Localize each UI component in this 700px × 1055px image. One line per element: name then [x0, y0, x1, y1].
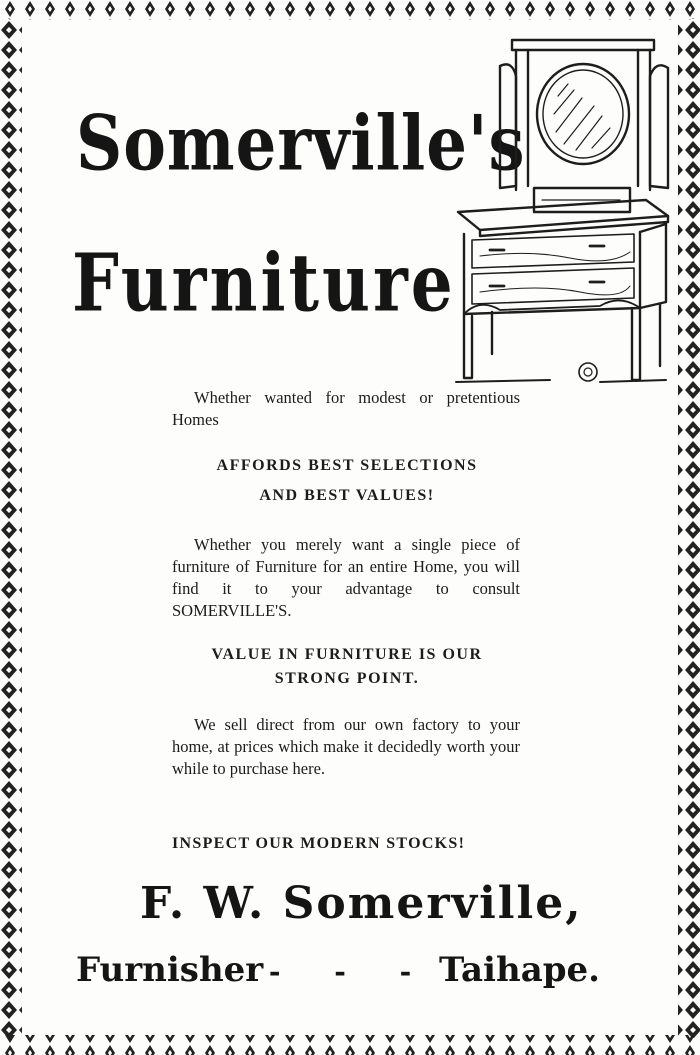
dressing-table-icon — [450, 36, 672, 392]
intro-paragraph: Whether wanted for modest or pretentious Homes — [172, 388, 520, 429]
caps-2-line-1: VALUE IN FURNITURE IS OUR — [211, 646, 483, 663]
caps-2-line-2: STRONG POINT. — [274, 670, 420, 687]
single-piece-paragraph: Whether you merely want a single piece of furniture of Furniture for an entire Home, you will find it to your advantage to consult SOMERVILLE'S. — [172, 535, 520, 620]
headline-somervilles: Somerville's — [76, 100, 526, 189]
factory-direct-paragraph: We sell direct from our own factory to your home, at prices which make it decidedly worth your while to purchase here. — [172, 715, 520, 778]
headline-furniture: Furniture — [72, 236, 456, 330]
trade-label: Furnisher — [76, 950, 264, 990]
caps-1-line-2: AND BEST VALUES! — [259, 487, 435, 504]
dash-separator: - - - — [268, 955, 434, 988]
footer-line — [76, 950, 600, 990]
value-strong-point — [172, 643, 522, 691]
town-label: Taihape. — [438, 950, 600, 990]
proprietor-name: F. W. Somerville, — [140, 878, 583, 929]
inspect-stocks: INSPECT OUR MODERN STOCKS! — [172, 835, 466, 852]
caps-1-line-1: AFFORDS BEST SELECTIONS — [216, 457, 478, 474]
affords-best-selections — [172, 451, 522, 511]
